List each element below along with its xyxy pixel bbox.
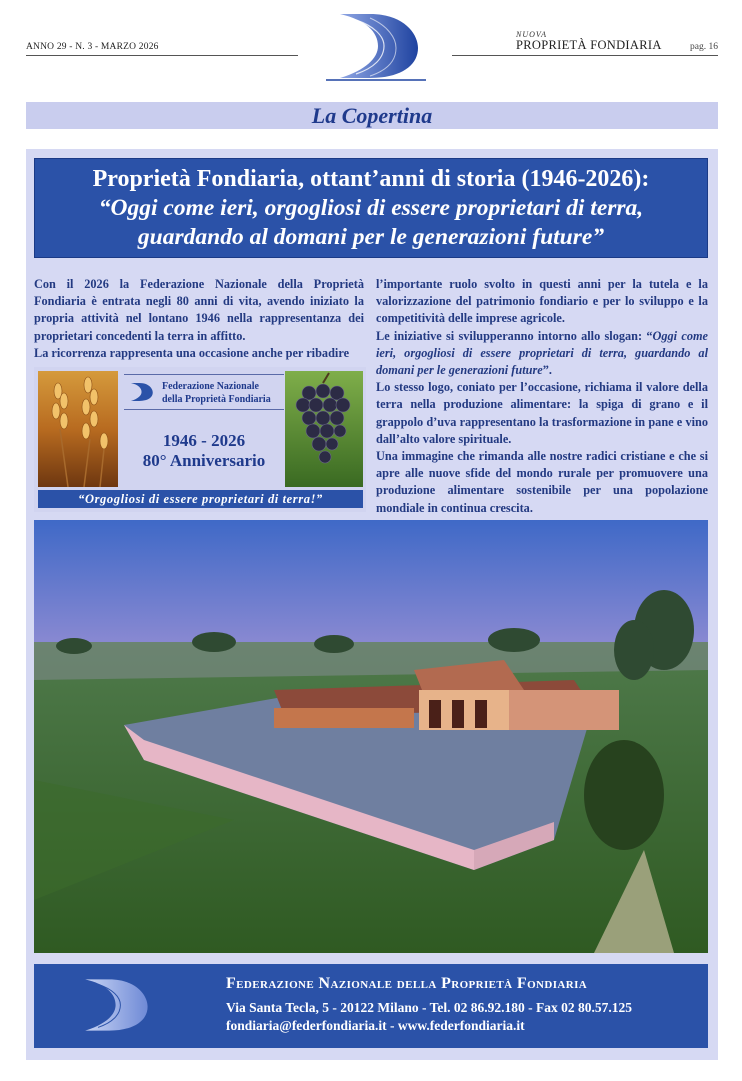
slogan-lead: Le iniziative si svilupperanno intorno allo slogan: “ [376,328,653,343]
right-paragraph-4: Una immagine che rimanda alle nostre radici cristiane e che si apre alle nuove sfide del mondo rurale per promuovere una produzione alimentare sostenibile per una popolazione mondiale in continua crescita. [376,449,708,515]
footer-box [34,964,708,1048]
anniversary-year-range: 1946 - 2026 [162,431,246,450]
anniversary-slogan: “Orgogliosi di essere proprietari di terra!” [38,490,363,508]
masthead-small: NUOVA [516,30,548,39]
subheadline-line-2: guardando al domani per le generazioni future” [137,224,605,250]
federation-logo-small-icon [127,379,155,405]
slogan-text: Oggi come ieri, orgogliosi di essere proprietari di terra, guardando al domani per le generazioni future [376,328,708,378]
headline: Proprietà Fondiaria, ottant’anni di storia (1946-2026): [92,166,650,192]
right-paragraph-3: Lo stesso logo, coniato per l’occasione, richiama il valore della terra nella produzione alimentare: la spiga di grano e il grappolo d’uva rappresentano la trasformazione in pane e vino dall’alto valore spirituale. [376,380,708,446]
left-paragraph-2: La ricorrenza rappresenta una occasione anche per ribadire [34,345,350,360]
header-rule-right [452,55,718,56]
anniversary-org-line-2: della Proprietà Fondiaria [162,394,271,405]
right-column [376,276,708,517]
issue-info: ANNO 29 - N. 3 - MARZO 2026 [26,42,159,52]
slogan-tail: ”. [542,363,552,378]
federation-logo-footer-icon [74,970,154,1040]
masthead: PROPRIETÀ FONDIARIA [516,38,662,52]
right-paragraph-2 [376,328,708,380]
footer-org-name: Federazione Nazionale della Proprietà Fondiaria [226,975,588,992]
federation-logo-icon [326,10,426,82]
footer-address: Via Santa Tecla, 5 - 20122 Milano - Tel. 02 86.92.180 - Fax 02 80.57.125 [226,1000,633,1015]
left-paragraph-1: Con il 2026 la Federazione Nazionale della Proprietà Fondiaria è entrata negli 80 anni di vita, avendo iniziato la propria attività nel lontano 1946 nella rappresentanza dei proprietari concedenti la terra in affitto. [34,277,364,343]
section-title: La Copertina [311,103,433,128]
headline-box [34,158,708,258]
anniversary-years [124,431,284,471]
footer-web: fondiaria@federfondiaria.it - www.federfondiaria.it [226,1018,525,1033]
section-title-bar [26,102,718,129]
subheadline-line-1: “Oggi come ieri, orgogliosi di essere proprietari di terra, [98,195,644,221]
header-rule-left [26,55,298,56]
wheat-image-icon [38,371,118,487]
anniversary-org [162,380,271,406]
page-number: pag. 16 [690,42,718,52]
anniversary-graphic [34,367,366,512]
anniversary-label: 80° Anniversario [142,451,266,470]
right-paragraph-1: l’importante ruolo svolto in questi anni per la tutela e la valorizzazione del patrimonio fondiario e per lo sviluppo e la competitività delle imprese agricole. [376,277,708,326]
anniversary-org-line-1: Federazione Nazionale [162,381,259,392]
left-column [34,276,364,362]
grapes-image-icon [285,371,363,487]
farmhouse-photo-icon [34,520,708,953]
